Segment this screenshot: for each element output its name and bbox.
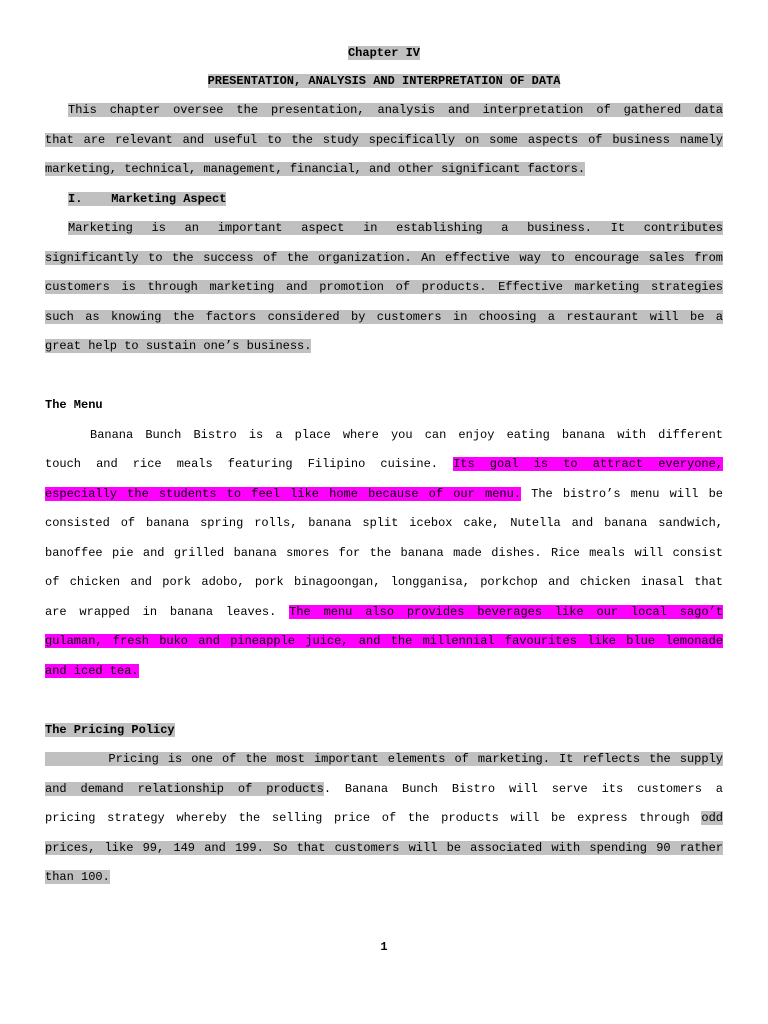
pricing-paragraph: Pricing is one of the most important elements of marketing. It reflects the supply and demand relationship of products. Banana Bunch Bistro will serve its customers a pricing strategy whereby the selling price of the products will be express through odd prices, like 99, 149 and 199. So that customers will be associated with spending 90 rather than 100. xyxy=(45,752,723,884)
page-number: 1 xyxy=(380,940,388,954)
pricing-heading: The Pricing Policy xyxy=(45,722,175,737)
menu-paragraph: Banana Bunch Bistro is a place where you can enjoy eating banana with different touch and rice meals featuring Filipino cuisine. Its goal is to attract everyone, especially the students to feel like home because of our menu. The bistro’s menu will be consisted of banana spring rolls, banana split icebox cake, Nutella and banana sandwich, banoffee pie and grilled banana smores for the banana made dishes. Rice meals will consist of chicken and pork adobo, pork binagoongan, longganisa, porkchop and chicken inasal that are wrapped in banana leaves. The menu also provides beverages like our local sago’t gulaman, fresh buko and pineapple juice, and the millennial favourites like blue lemonade and iced tea. xyxy=(45,427,724,678)
chapter-title: PRESENTATION, ANALYSIS AND INTERPRETATION OF DATA xyxy=(207,74,561,88)
section-heading-marketing: I. Marketing Aspect xyxy=(68,191,227,206)
intro-paragraph: This chapter oversee the presentation, analysis and interpretation of gathered data that are relevant and useful to the study specifically on some aspects of business namely marketing, technical, management, financial, and other significant factors. xyxy=(45,103,723,176)
document-page xyxy=(45,40,723,893)
marketing-paragraph: Marketing is an important aspect in establishing a business. It contributes significantly to the success of the organization. An effective way to encourage sales from customers is through marketing and promotion of products. Effective marketing strategies such as knowing the factors considered by customers in choosing a restaurant will be a great help to sustain one’s business. xyxy=(45,221,723,353)
chapter-heading: Chapter IV xyxy=(347,46,420,60)
menu-heading: The Menu xyxy=(45,398,103,412)
